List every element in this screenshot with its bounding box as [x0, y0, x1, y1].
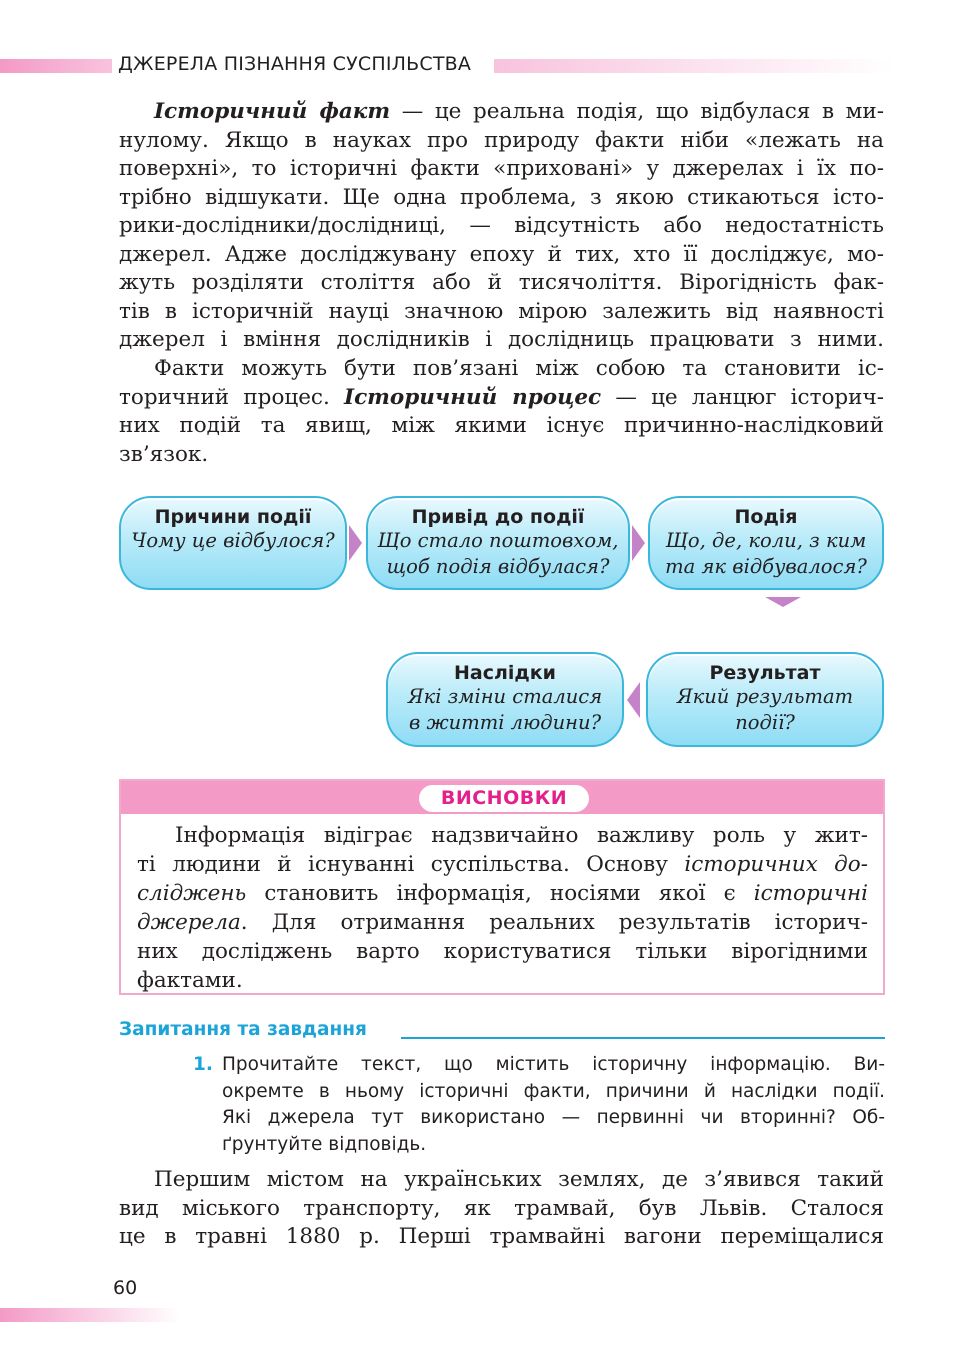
- text-line: Першим містом на українських землях, де з’явився такий: [154, 1167, 884, 1192]
- conclusions-label: ВИСНОВКИ: [419, 785, 589, 812]
- text-line: Факти можуть бути пов’язані між собою та становити іс-: [154, 356, 884, 381]
- questions-heading: [119, 1019, 885, 1045]
- text-line: окремте в ньому історичні факти, причини й наслідки події.: [222, 1080, 885, 1102]
- text-line: джерел і вміння дослідників і дослідниць працювати з ними.: [119, 327, 884, 352]
- diagram-box-question: Що стало поштовхом,: [377, 529, 619, 552]
- diagram-box-question: Чому це відбулося?: [131, 529, 335, 552]
- task-text: [222, 1052, 885, 1158]
- text-line: сліджень становить інформація, носіями якої є історичні: [137, 881, 868, 906]
- paragraph-tram-story: [119, 1166, 884, 1252]
- text-line: Прочитайте текст, що містить історичну інформацію. Ви-: [222, 1054, 885, 1075]
- text-line: нулому. Якщо в науках про природу факти ніби «лежать на: [119, 127, 884, 153]
- text-line: джерел. Адже досліджувану епоху й тих, хто її досліджує, мо-: [119, 241, 884, 267]
- running-header-title: ДЖЕРЕЛА ПІЗНАННЯ СУСПІЛЬСТВА: [118, 53, 472, 75]
- text-line: це в травні 1880 р. Перші трамвайні вагони переміщалися: [119, 1224, 884, 1249]
- text-line: фактами.: [137, 968, 243, 993]
- conclusions-box: [119, 779, 885, 995]
- diagram-box-question: Що, де, коли, з ким: [665, 529, 867, 552]
- diagram-box-title: Результат: [709, 662, 821, 684]
- arrow-right-icon: [349, 525, 362, 561]
- conclusions-text: [137, 821, 868, 995]
- diagram-box-title: Причини події: [154, 506, 312, 528]
- paragraph-historical-fact: [119, 98, 884, 355]
- term-historical-fact: Історичний факт: [154, 99, 391, 124]
- text-line: джерела. Для отримання реальних результатів історич-: [137, 910, 868, 935]
- footer-decor-bar: [0, 1308, 180, 1322]
- questions-title: Запитання та завдання: [119, 1019, 367, 1040]
- page-number: 60: [113, 1277, 138, 1299]
- diagram-box-title: Подія: [734, 506, 798, 528]
- diagram-box-question: та як відбувалося?: [665, 555, 867, 578]
- questions-divider: [401, 1037, 885, 1039]
- arrow-left-icon: [627, 682, 640, 718]
- diagram-box-question: Які зміни сталися: [407, 685, 603, 708]
- text-line: них досліджень варто користуватися тільки вірогідними: [137, 939, 868, 964]
- task-item-1: [193, 1052, 885, 1158]
- diagram-box-title: Наслідки: [454, 662, 556, 684]
- text-line: вид міського транспорту, як трамвай, був Львів. Сталося: [119, 1195, 884, 1221]
- text-line: Історичний факт — це реальна подія, що відбулася в ми-: [154, 99, 884, 124]
- diagram-box-question: щоб подія відбулася?: [386, 555, 610, 578]
- text-line: трібно відшукати. Ще одна проблема, з якою стикаються істо-: [119, 184, 884, 210]
- term-historical-process: Історичний процес: [344, 384, 602, 410]
- task-number: 1.: [193, 1054, 213, 1075]
- paragraph-historical-process: [119, 355, 884, 469]
- text-line: Інформація відіграє надзвичайно важливу роль у жит-: [175, 823, 868, 848]
- text-line: Які джерела тут використано — первинні чи вторинні? Об-: [222, 1107, 885, 1128]
- text-line: жуть розділяти століття або й тисячоліття. Вірогідність фак-: [119, 270, 884, 295]
- arrow-down-icon: [765, 597, 801, 607]
- header-decor-bar-right: [494, 59, 894, 73]
- diagram-box-question: в житті людини?: [408, 711, 602, 734]
- text-line: зв’язок.: [119, 441, 209, 467]
- diagram-box-question: Який результат: [676, 685, 854, 708]
- header-decor-bar-left: [0, 59, 112, 73]
- text-line: рики-дослідники/дослідниці, — відсутність або недостатність: [119, 213, 884, 238]
- text-line: ті людини й існуванні суспільства. Основу історичних до-: [137, 852, 868, 877]
- diagram-box-result: [646, 652, 884, 747]
- diagram-box-title: Привід до події: [411, 506, 585, 528]
- diagram-box-event: [648, 496, 884, 590]
- diagram-box-question: події?: [735, 711, 795, 734]
- diagram-box-consequences: [386, 652, 624, 747]
- text-line: них подій та явищ, між якими існує причинно-наслідковий: [119, 413, 884, 438]
- running-header: [0, 52, 963, 78]
- arrow-right-icon: [632, 525, 645, 561]
- diagram-box-causes: [119, 496, 347, 590]
- diagram-box-pretext: [366, 496, 630, 590]
- text-line: поверхні», то історичні факти «приховані» у джерелах і їх по-: [119, 156, 884, 181]
- text-line: торичний процес. Історичний процес — це ланцюг історич-: [119, 384, 884, 410]
- text-line: тів в історичній науці значною мірою залежить від наявності: [119, 298, 884, 324]
- text-line: ґрунтуйте відповідь.: [222, 1133, 427, 1155]
